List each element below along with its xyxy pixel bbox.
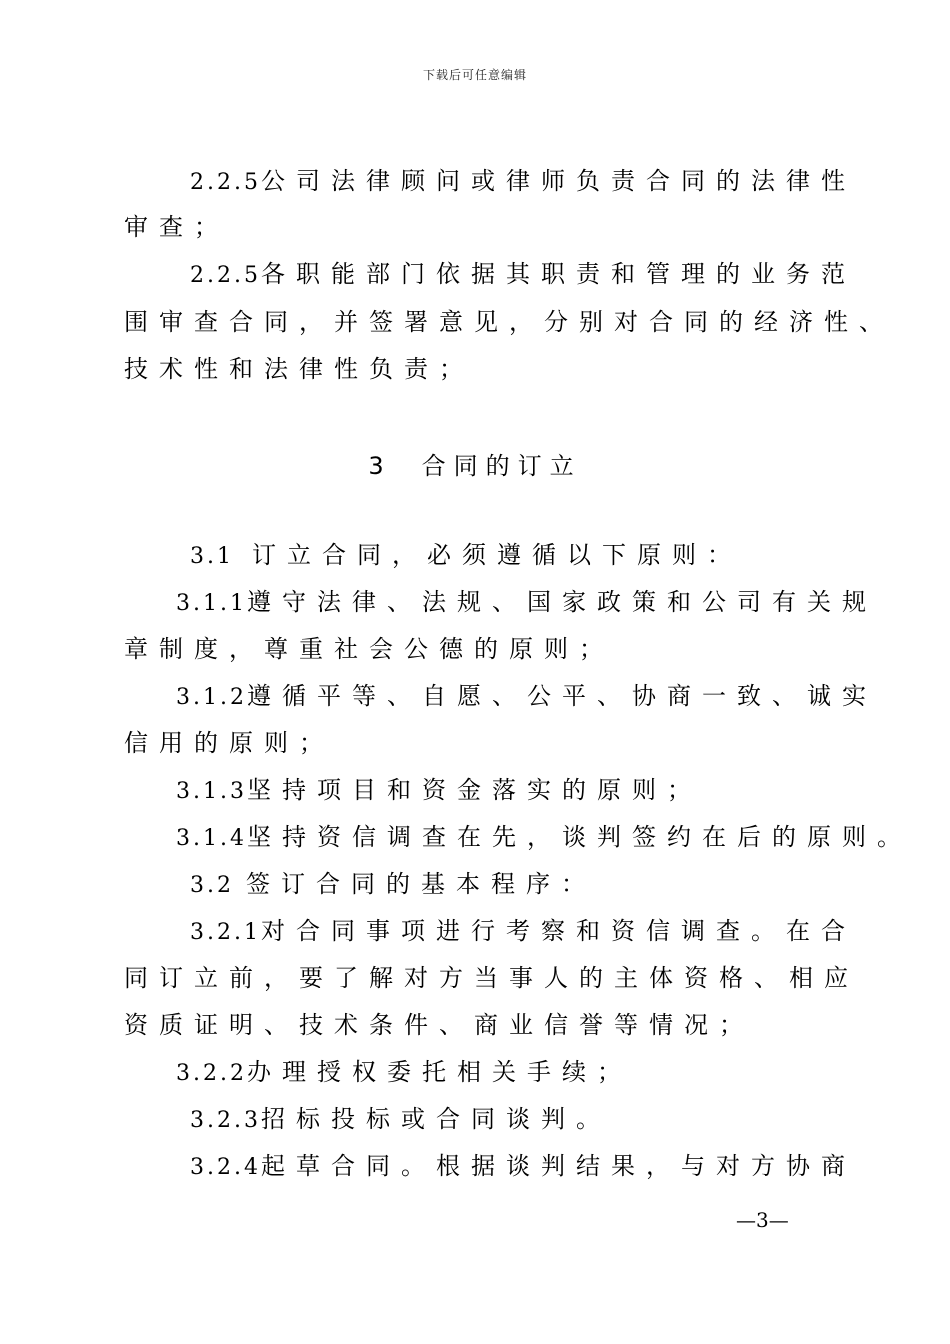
clause-line (190, 540, 742, 572)
section-title-text: 合同的订立 (421, 452, 582, 480)
clause-number: 3.2 (190, 873, 234, 898)
clause-line (190, 1151, 856, 1183)
clause-line: 资质证明、技术条件、商业信誉等情况； (124, 1011, 754, 1039)
clause-number: 3.2.1 (190, 920, 261, 945)
page-header: 下载后可任意编辑 (422, 68, 527, 82)
paragraph-line (190, 166, 856, 198)
clause-text: 订立合同，必须遵循以下原则： (252, 541, 742, 569)
clause-line (176, 1057, 632, 1089)
clause-number: 3.1 (190, 544, 234, 569)
clause-line (190, 869, 596, 901)
clause-number: 3.1.2 (176, 685, 247, 710)
clause-text: 起草合同。根据谈判结果，与对方协商 (260, 1152, 856, 1180)
clause-line: 同订立前，要了解对方当事人的主体资格、相应 (124, 964, 859, 992)
clause-line (176, 681, 877, 713)
clause-text: 对合同事项进行考察和资信调查。在合 (260, 917, 856, 945)
clause-text: 遵守法律、法规、国家政策和公司有关规 (246, 588, 877, 616)
clause-line (176, 822, 912, 854)
clause-text: 各职能部门依据其职责和管理的业务范 (260, 260, 856, 288)
clause-line: 信用的原则； (124, 729, 334, 757)
clause-line: 章制度，尊重社会公德的原则； (124, 635, 614, 663)
clause-number: 3.1.3 (176, 779, 247, 804)
clause-line (190, 1104, 611, 1136)
clause-number: 3.1.1 (176, 591, 247, 616)
paragraph-line (190, 259, 856, 291)
paragraph-line: 技术性和法律性负责； (124, 355, 474, 383)
page-number: —3— (736, 1208, 789, 1232)
clause-text: 公司法律顾问或律师负责合同的法律性 (260, 167, 856, 195)
clause-number: 3.2.3 (190, 1108, 261, 1133)
clause-text: 签订合同的基本程序： (246, 870, 596, 898)
section-title (0, 446, 950, 481)
clause-line (176, 587, 877, 619)
clause-text: 坚持项目和资金落实的原则； (246, 776, 702, 804)
clause-text: 办理授权委托相关手续； (246, 1058, 632, 1086)
clause-number: 3.2.4 (190, 1155, 261, 1180)
section-number: 3 (368, 452, 392, 480)
clause-number: 2.2.5 (190, 263, 261, 288)
paragraph-line: 审查； (124, 213, 229, 241)
clause-text: 遵循平等、自愿、公平、协商一致、诚实 (246, 682, 877, 710)
clause-number: 3.2.2 (176, 1061, 247, 1086)
clause-text: 坚持资信调查在先，谈判签约在后的原则。 (246, 823, 912, 851)
clause-text: 招标投标或合同谈判。 (260, 1105, 611, 1133)
clause-line (176, 775, 702, 807)
clause-number: 3.1.4 (176, 826, 247, 851)
paragraph-line: 围审查合同，并签署意见，分别对合同的经济性、 (124, 308, 894, 336)
clause-line (190, 916, 856, 948)
clause-number: 2.2.5 (190, 170, 261, 195)
